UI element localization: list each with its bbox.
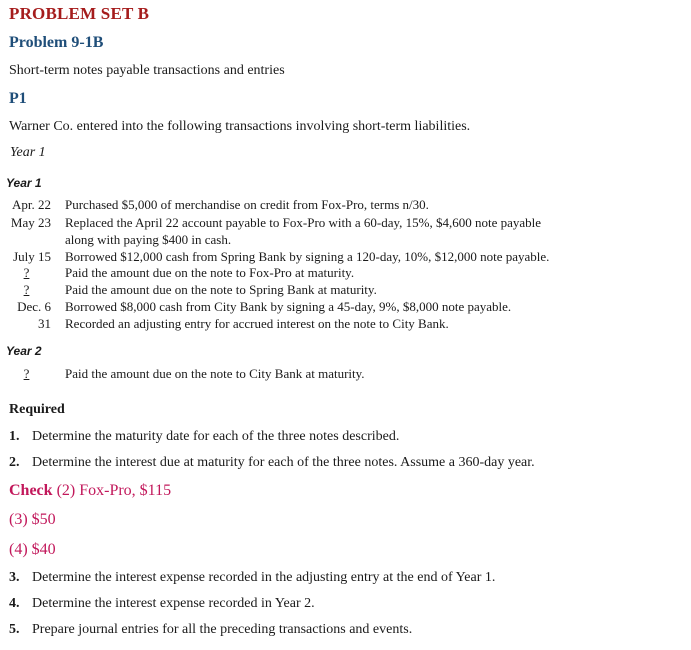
transaction-description: Paid the amount due on the note to City Bank at maturity. bbox=[65, 366, 365, 381]
transaction-date-unknown: ? bbox=[23, 265, 30, 280]
check-figure: (4) $40 bbox=[9, 541, 56, 558]
required-item bbox=[9, 622, 412, 638]
year2-heading: Year 2 bbox=[6, 344, 42, 358]
transaction-date: July 15 bbox=[13, 249, 51, 264]
required-item-number: 3. bbox=[9, 570, 20, 585]
year1-heading: Year 1 bbox=[6, 176, 42, 190]
problem-subtitle: Short-term notes payable transactions and entries bbox=[9, 63, 285, 78]
transaction-description: Borrowed $12,000 cash from Spring Bank by signing a 120-day, 10%, $12,000 note payable. bbox=[65, 249, 550, 264]
problem-set-title: PROBLEM SET B bbox=[9, 4, 150, 23]
transaction-date: May 23 bbox=[10, 215, 51, 230]
required-item bbox=[9, 596, 315, 612]
check-label: Check bbox=[9, 482, 53, 499]
transaction-description: Paid the amount due on the note to Spring Bank at maturity. bbox=[65, 282, 377, 297]
check-figure bbox=[9, 482, 171, 500]
transaction-description: Purchased $5,000 of merchandise on credit from Fox-Pro, terms n/30. bbox=[65, 197, 429, 212]
required-item-text: Determine the interest expense recorded in the adjusting entry at the end of Year 1. bbox=[32, 570, 496, 585]
problem-intro: Warner Co. entered into the following transactions involving short-term liabilities. bbox=[9, 119, 471, 134]
learning-objective: P1 bbox=[9, 90, 27, 107]
required-item-text: Determine the interest expense recorded in Year 2. bbox=[32, 596, 315, 611]
transaction-date: Apr. 22 bbox=[12, 197, 51, 212]
required-item-text: Determine the interest due at maturity for each of the three notes. Assume a 360-day year. bbox=[32, 455, 535, 470]
required-item bbox=[9, 570, 495, 586]
transaction-description: Paid the amount due on the note to Fox-Pro at maturity. bbox=[65, 265, 355, 280]
transaction-description-continued: along with paying $400 in cash. bbox=[65, 232, 232, 247]
transaction-date-unknown: ? bbox=[23, 282, 30, 297]
year-label: Year 1 bbox=[10, 145, 46, 160]
check-figure: (3) $50 bbox=[9, 511, 56, 528]
transaction-date: 31 bbox=[38, 316, 51, 331]
required-item bbox=[9, 429, 399, 445]
check-value: (2) Fox-Pro, $115 bbox=[56, 482, 172, 499]
problem-title: Problem 9-1B bbox=[9, 34, 104, 51]
transaction-date: Dec. 6 bbox=[17, 299, 51, 314]
required-item-number: 4. bbox=[9, 596, 20, 611]
required-item-text: Prepare journal entries for all the preceding transactions and events. bbox=[32, 622, 413, 637]
required-item-number: 5. bbox=[9, 622, 20, 637]
transaction-description: Borrowed $8,000 cash from City Bank by signing a 45-day, 9%, $8,000 note payable. bbox=[65, 299, 512, 314]
required-item-number: 1. bbox=[9, 429, 20, 444]
transaction-date-unknown: ? bbox=[23, 366, 30, 381]
required-item bbox=[9, 455, 535, 471]
required-item-text: Determine the maturity date for each of the three notes described. bbox=[32, 429, 400, 444]
required-item-number: 2. bbox=[9, 455, 20, 470]
required-heading: Required bbox=[9, 402, 65, 417]
transaction-description: Recorded an adjusting entry for accrued interest on the note to City Bank. bbox=[65, 316, 449, 331]
transaction-description: Replaced the April 22 account payable to Fox-Pro with a 60-day, 15%, $4,600 note payable bbox=[65, 215, 542, 230]
